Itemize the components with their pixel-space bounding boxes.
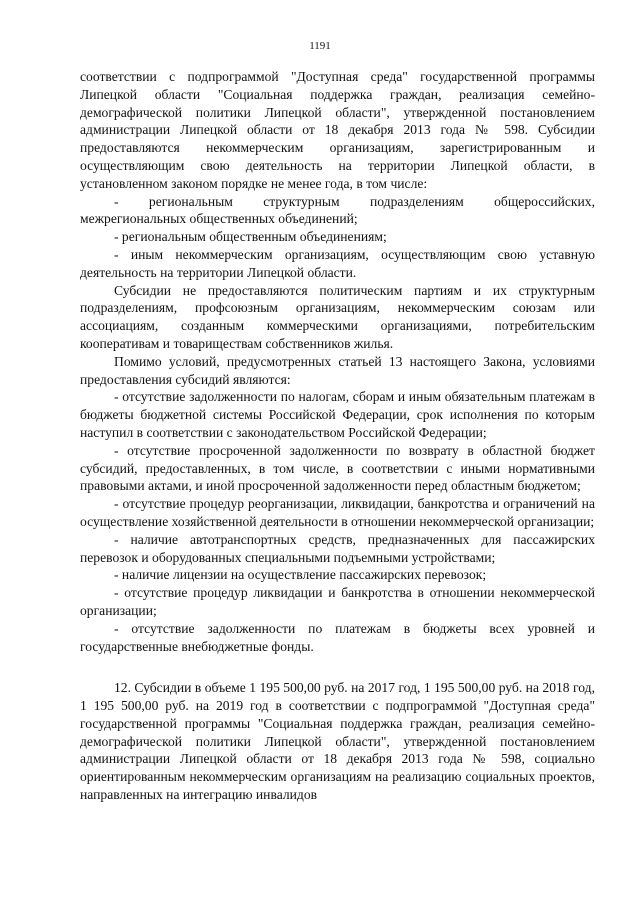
- list-item: - отсутствие задолженности по платежам в бюджеты всех уровней и государственные внебюджетные фонды.: [80, 620, 595, 654]
- section-paragraph: 12. Субсидии в объеме 1 195 500,00 руб. на 2017 год, 1 195 500,00 руб. на 2018 год, 1 195 500,00 руб. на 2019 год в соответствии с подпрограммой "Доступная среда" государственной программы "Социальная поддержка граждан, реализация семейно-демографической политики Липецкой области", утвержденной постановлением администрации Липецкой области от 18 декабря 2013 года № 598, социально ориентированным некоммерческим организациям на реализацию социальных проектов, направленных на интеграцию инвалидов: [80, 680, 595, 803]
- document-body: [80, 68, 595, 804]
- paragraph: соответствии с подпрограммой "Доступная среда" государственной программы Липецкой области "Социальная поддержка граждан, реализация семейно-демографической политики Липецкой области", утвержденной постановлением администрации Липецкой области от 18 декабря 2013 года № 598. Субсидии предоставляются некоммерческим организациям, зарегистрированным и осуществляющим свою деятельность на территории Липецкой области, в установленном законом порядке не менее года, в том числе:: [80, 69, 595, 191]
- list-item: - иным некоммерческим организациям, осуществляющим свою уставную деятельность на территории Липецкой области.: [80, 246, 595, 280]
- list-item: - отсутствие задолженности по налогам, сборам и иным обязательным платежам в бюджеты бюджетной системы Российской Федерации, срок исполнения по которым наступил в соответствии с законодательством Российской Федерации;: [80, 389, 595, 440]
- list-item: - региональным общественным объединениям;: [114, 229, 387, 245]
- paragraph-spacer: [80, 655, 595, 679]
- paragraph: Субсидии не предоставляются политическим партиям и их структурным подразделениям, профсоюзным организациям, некоммерческим союзам или ассоциациям, созданным коммерческими организациями, потребительским кооперативам и товариществам собственников жилья.: [80, 282, 595, 351]
- list-item: - наличие лицензии на осуществление пассажирских перевозок;: [114, 567, 487, 583]
- paragraph: Помимо условий, предусмотренных статьей 13 настоящего Закона, условиями предоставления субсидий являются:: [80, 353, 595, 387]
- list-item: - отсутствие процедур ликвидации и банкротства в отношении некоммерческой организации;: [80, 585, 595, 618]
- list-item: - наличие автотранспортных средств, предназначенных для пассажирских перевозок и оборудованных специальными подъемными устройствами;: [80, 531, 595, 565]
- list-item: - отсутствие процедур реорганизации, ликвидации, банкротства и ограничений на осуществление хозяйственной деятельности в отношении некоммерческой организации;: [80, 496, 595, 529]
- page-number: 1191: [309, 40, 331, 52]
- list-item: - отсутствие просроченной задолженности по возврату в областной бюджет субсидий, предоставленных, в том числе, в соответствии с иными нормативными правовыми актами, и иной просроченной задолженности перед областным бюджетом;: [80, 442, 595, 494]
- list-item: - региональным структурным подразделениям общероссийских, межрегиональных общественных объединений;: [80, 193, 595, 227]
